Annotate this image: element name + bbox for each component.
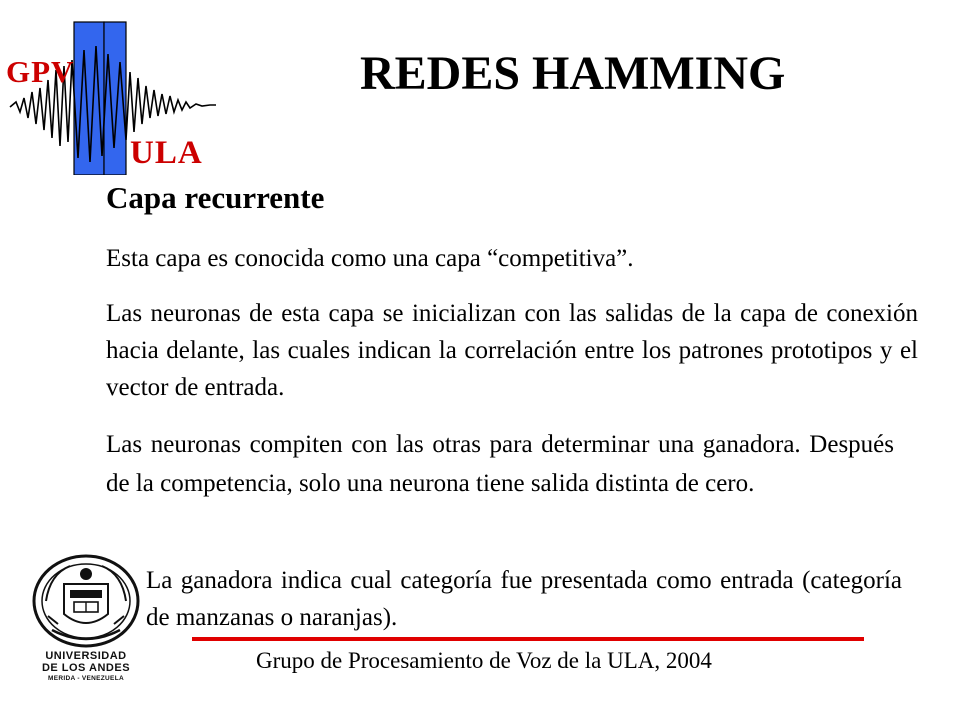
section-heading: Capa recurrente: [106, 180, 325, 215]
university-crest: [30, 554, 142, 684]
crest-name-line2: DE LOS ANDES: [41, 662, 131, 674]
paragraph-competitive-layer: Esta capa es conocida como una capa “competitiva”.: [106, 245, 634, 272]
gpv-ula-logo: [0, 20, 220, 175]
paragraph-competition: Las neuronas compiten con las otras para determinar una ganadora. Después de la competencia, solo una neurona tiene salida distinta de cero.: [106, 431, 894, 497]
crest-place: MERIDA - VENEZUELA: [48, 675, 124, 682]
gpv-logo-text: GPV: [6, 54, 75, 89]
footer-text: Grupo de Procesamiento de Voz de la ULA, 2004: [256, 648, 712, 673]
paragraph-initialization: Las neuronas de esta capa se inicializan con las salidas de la capa de conexión hacia delante, las cuales indican la correlación entre los patrones prototipos y el vector de entrada.: [106, 300, 918, 401]
crest-name-line1: UNIVERSIDAD: [45, 650, 127, 662]
paragraph-winner: La ganadora indica cual categoría fue presentada como entrada (categoría de manzanas o naranjas).: [146, 567, 902, 631]
footer-divider: [192, 637, 864, 641]
slide-title: REDES HAMMING: [360, 47, 786, 100]
ula-logo-text: ULA: [130, 135, 203, 171]
university-seal-icon: [30, 554, 142, 650]
